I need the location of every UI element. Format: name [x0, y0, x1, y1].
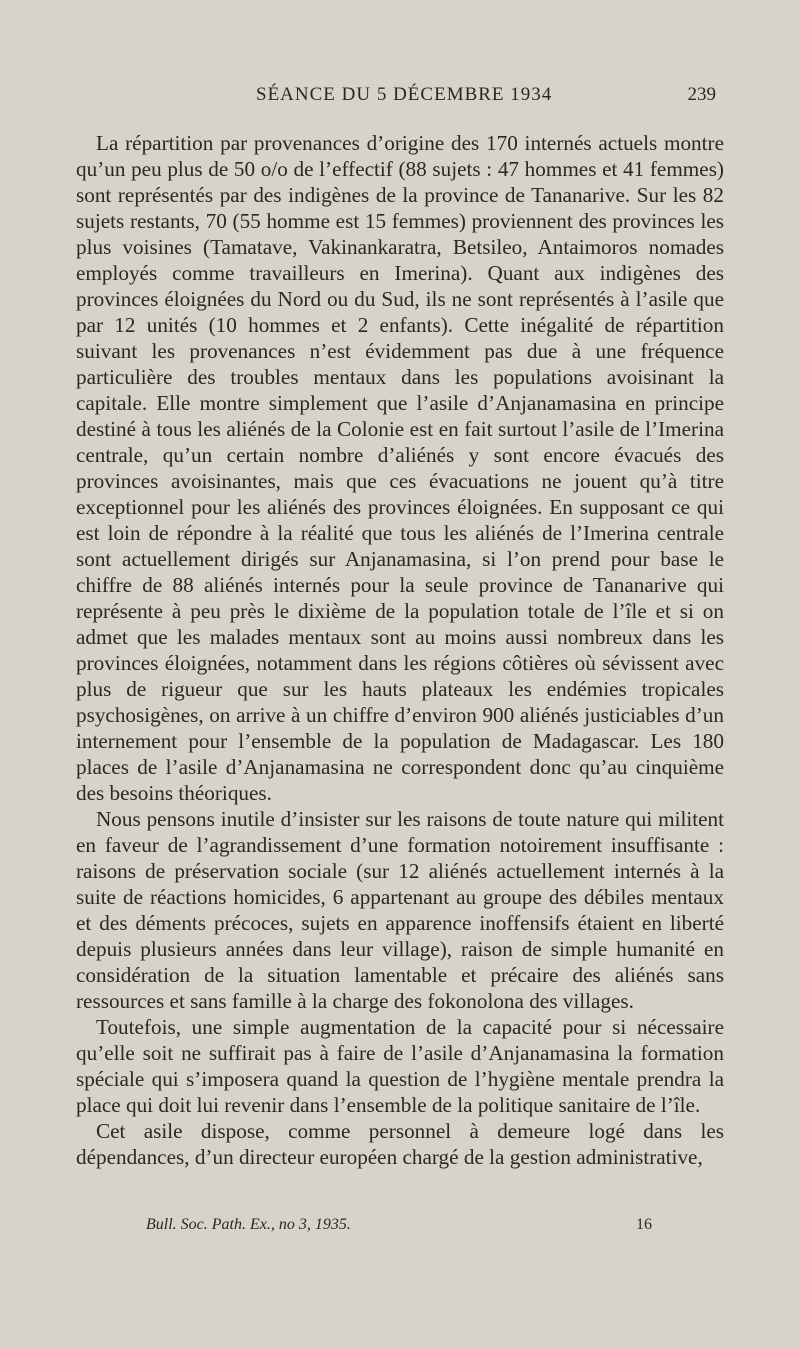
paragraph-capacite: Toutefois, une simple augmentation de la capacité pour si nécessaire qu’elle soit ne suffirait pas à faire de l’asile d’Anjanamasina la formation spéciale qui s’imposera quand la question de l’hygiène mentale prendra la place qui doit lui revenir dans l’ensemble de la politique sanitaire de l’île.	[76, 1015, 724, 1117]
paragraph-provenances: La répartition par provenances d’origine des 170 internés actuels montre qu’un peu plus de 50 o/o de l’effectif (88 sujets : 47 hommes et 41 femmes) sont représentés par des indigènes de la province de Tananarive. Sur les 82 sujets restants, 70 (55 homme est 15 femmes) proviennent des provinces les plus voisines (Tamatave, Vakinankaratra, Betsileo, Antaimoros nomades employés comme travailleurs en Imerina). Quant aux indigènes des provinces éloignées du Nord ou du Sud, ils ne sont représentés à l’asile que par 12 unités (10 hommes et 2 enfants). Cette inégalité de répartition suivant les provenances n’est évidemment pas due à une fréquence particulière des troubles mentaux dans les populations avoisinant la capitale. Elle montre simplement que l’asile d’Anjanamasina en principe destiné à tous les aliénés de la Colonie est en fait surtout l’asile de l’Imerina centrale, qu’un certain nombre d’aliénés y sont encore évacués des provinces avoisinantes, mais que ces évacuations ne jouent qu’à titre exceptionnel pour les aliénés des provinces éloignées. En supposant ce qui est loin de répondre à la réalité que tous les aliénés de l’Imerina centrale sont actuellement dirigés sur Anjanamasina, si l’on prend pour base le chiffre de 88 aliénés internés pour la seule province de Tananarive qui représente à peu près le dixième de la population totale de l’île et si on admet que les malades mentaux sont au moins aussi nombreux dans les provinces éloignées, notamment dans les régions côtières où sévissent avec plus de rigueur que sur les hauts plateaux les endémies tropicales psychosigènes, on arrive à un chiffre d’environ 900 aliénés justiciables d’un internement pour l’ensemble de la population de Madagascar. Les 180 places de l’asile d’Anjanamasina ne correspondent donc qu’au cinquième des besoins théoriques.	[76, 131, 724, 805]
footer-citation: Bull. Soc. Path. Ex., no 3, 1935.	[146, 1216, 351, 1233]
page-header	[76, 84, 716, 114]
footer-signature: 16	[636, 1216, 652, 1233]
page-number: 239	[687, 84, 716, 105]
paragraph-agrandissement: Nous pensons inutile d’insister sur les raisons de toute nature qui militent en faveur de l’agrandissement d’une formation notoirement insuffisante : raisons de préservation sociale (sur 12 aliénés actuellement internés à la suite de réactions homicides, 6 appartenant au groupe des débiles mentaux et des déments précoces, sujets en apparence inoffensifs étaient en liberté depuis plusieurs années dans leur village), raison de simple humanité en considération de la situation lamentable et précaire des aliénés sans ressources et sans famille à la charge des fokonolona des villages.	[76, 807, 724, 1013]
page-footer	[76, 1216, 724, 1242]
body-text	[76, 130, 724, 1170]
paragraph-personnel: Cet asile dispose, comme personnel à demeure logé dans les dépendances, d’un directeur européen chargé de la gestion administrative,	[76, 1119, 724, 1169]
running-title: SÉANCE DU 5 DÉCEMBRE 1934	[256, 84, 553, 105]
